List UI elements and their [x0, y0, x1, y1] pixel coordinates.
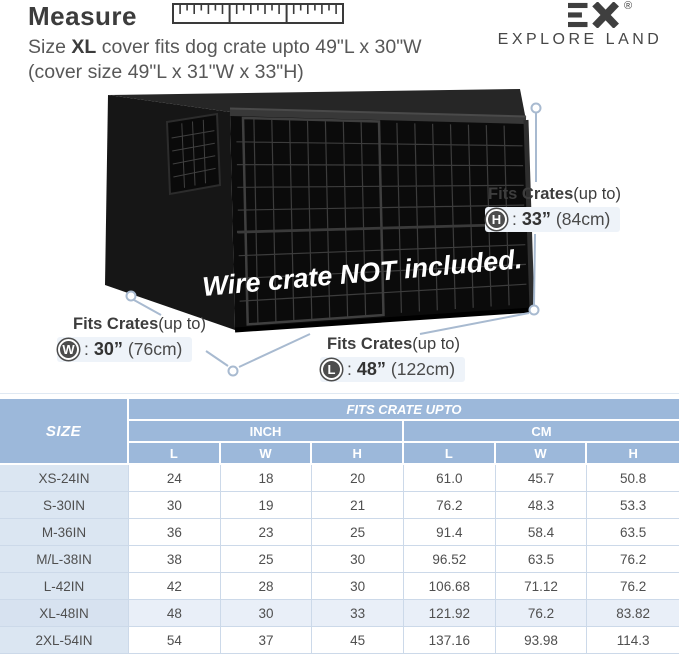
cm-group-header: CM [404, 421, 679, 443]
size-cell: 2XL-54IN [0, 627, 129, 654]
brand-name: EXPLORE LAND [497, 31, 663, 48]
dimension-cell: 25 [312, 519, 404, 546]
height-dim-label: Fits Crates(up to) [488, 185, 621, 203]
dimension-cell: 50.8 [587, 465, 679, 492]
dimension-cell: 61.0 [404, 465, 496, 492]
product-image [95, 82, 535, 335]
dimension-cell: 106.68 [404, 573, 496, 600]
l-badge: L [321, 359, 342, 380]
dimension-cell: 21 [312, 492, 404, 519]
dimension-cell: 96.52 [404, 546, 496, 573]
height-dim-value: H : 33” (84cm) [485, 207, 620, 232]
dimension-cell: 63.5 [587, 519, 679, 546]
section-divider [0, 393, 679, 394]
dimension-cell: 121.92 [404, 600, 496, 627]
size-cell: M-36IN [0, 519, 129, 546]
size-cell: S-30IN [0, 492, 129, 519]
width-dim-value: W : 30” (76cm) [57, 337, 192, 362]
brand-logo-mark-row [564, 2, 632, 28]
dimension-cell: 25 [221, 546, 313, 573]
dimension-cell: 38 [129, 546, 221, 573]
length-dim-value: L : 48” (122cm) [320, 357, 465, 382]
dimension-cell: 76.2 [587, 573, 679, 600]
h-badge: H [486, 209, 507, 230]
size-cell: M/L-38IN [0, 546, 129, 573]
size-cell: XS-24IN [0, 465, 129, 492]
size-cell: XL-48IN [0, 600, 129, 627]
col-header-inch-h: H [312, 443, 404, 465]
dimension-cell: 30 [129, 492, 221, 519]
front-corner-endpoint [229, 367, 238, 376]
size-column-header: SIZE [0, 399, 129, 465]
dimension-cell: 30 [312, 546, 404, 573]
dimension-cell: 63.5 [496, 546, 588, 573]
dimension-cell: 23 [221, 519, 313, 546]
size-cell: L-42IN [0, 573, 129, 600]
inch-group-header: INCH [129, 421, 404, 443]
dimension-cell: 45.7 [496, 465, 588, 492]
brand-logo [492, 2, 668, 49]
registered-trademark: ® [623, 0, 633, 12]
dimension-cell: 36 [129, 519, 221, 546]
dimension-cell: 24 [129, 465, 221, 492]
dimension-cell: 45 [312, 627, 404, 654]
dimension-cell: 48.3 [496, 492, 588, 519]
dimension-cell: 37 [221, 627, 313, 654]
dimension-cell: 28 [221, 573, 313, 600]
col-header-inch-l: L [129, 443, 221, 465]
col-header-cm-w: W [496, 443, 588, 465]
dimension-cell: 71.12 [496, 573, 588, 600]
cover-size-description: (cover size 49"L x 31"W x 33"H) [28, 61, 304, 83]
dimension-cell: 33 [312, 600, 404, 627]
dimension-cell: 91.4 [404, 519, 496, 546]
dimension-cell: 42 [129, 573, 221, 600]
w-badge: W [58, 339, 79, 360]
dimension-cell: 114.3 [587, 627, 679, 654]
table-title: FITS CRATE UPTO [129, 399, 679, 421]
dimension-cell: 93.98 [496, 627, 588, 654]
dimension-cell: 76.2 [404, 492, 496, 519]
dimension-cell: 48 [129, 600, 221, 627]
dimension-cell: 30 [221, 600, 313, 627]
dimension-cell: 76.2 [587, 546, 679, 573]
overlay-text: Wire crate NOT included. [201, 244, 524, 302]
ruler-icon [172, 3, 344, 24]
dimension-cell: 83.82 [587, 600, 679, 627]
col-header-inch-w: W [221, 443, 313, 465]
explore-land-logo-icon [564, 2, 624, 28]
width-dim-label: Fits Crates(up to) [73, 315, 206, 333]
dimension-cell: 53.3 [587, 492, 679, 519]
dimension-cell: 54 [129, 627, 221, 654]
dimension-cell: 76.2 [496, 600, 588, 627]
dimension-cell: 30 [312, 573, 404, 600]
dimension-cell: 19 [221, 492, 313, 519]
dimension-cell: 58.4 [496, 519, 588, 546]
size-chart-table [0, 399, 679, 654]
measure-title: Measure [28, 1, 137, 31]
length-dim-label: Fits Crates(up to) [327, 335, 460, 353]
dimension-cell: 20 [312, 465, 404, 492]
dimension-cell: 137.16 [404, 627, 496, 654]
col-header-cm-h: H [587, 443, 679, 465]
dimension-cell: 18 [221, 465, 313, 492]
col-header-cm-l: L [404, 443, 496, 465]
size-description: Size XL cover fits dog crate upto 49"L x 30"W [28, 36, 422, 58]
